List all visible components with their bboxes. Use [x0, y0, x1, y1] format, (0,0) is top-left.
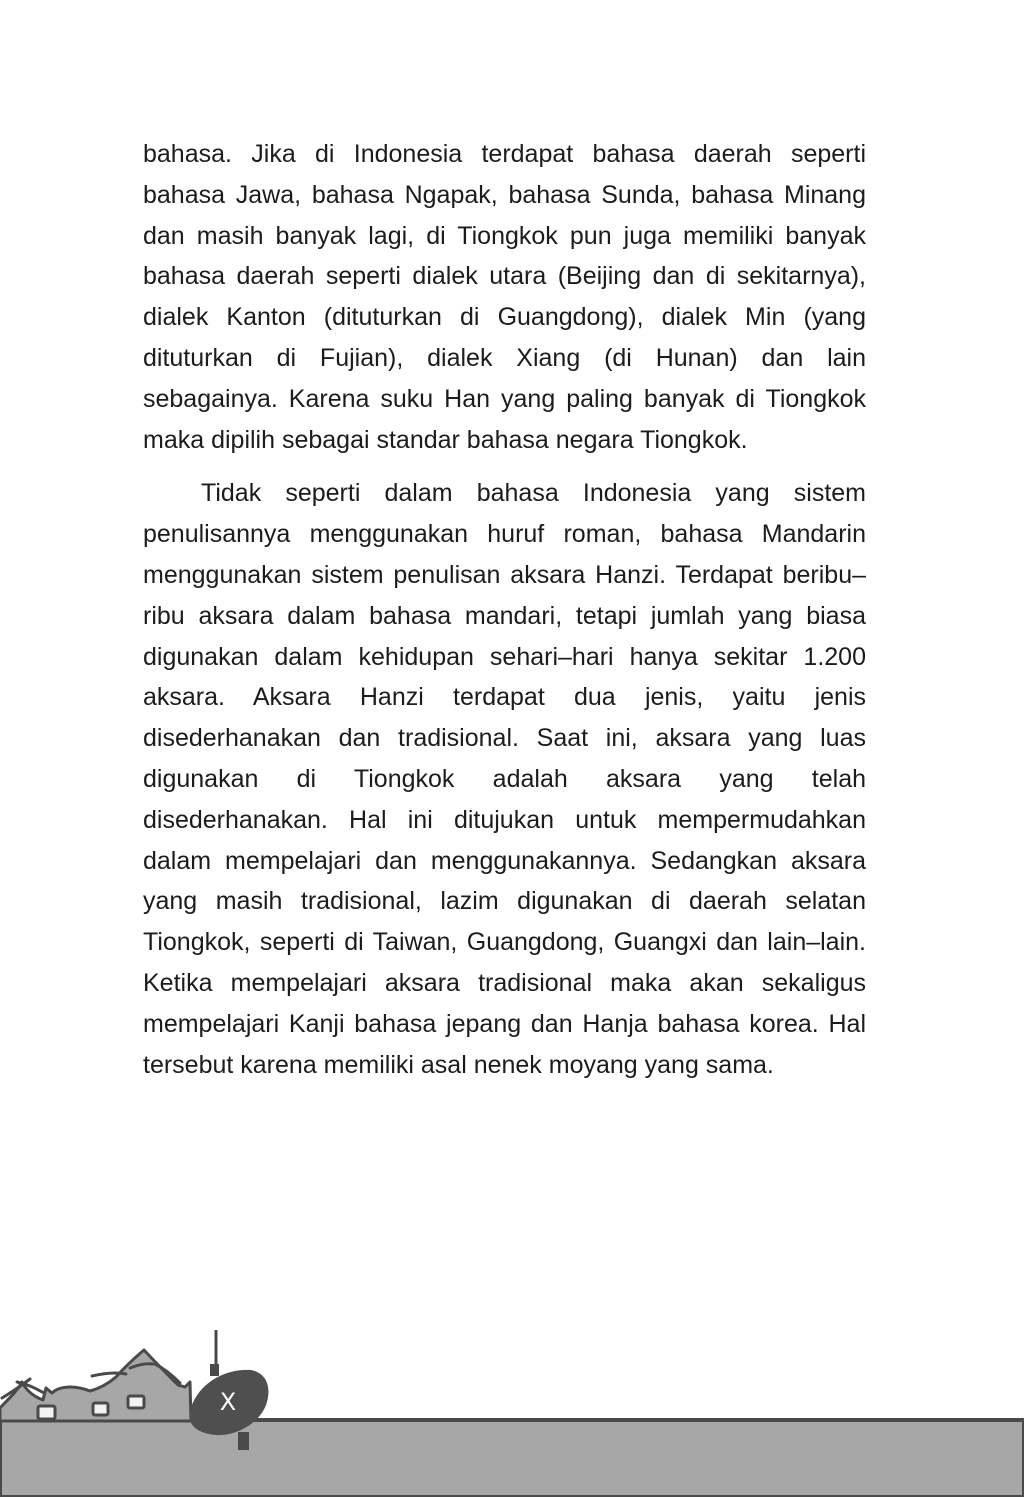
- window-3: [128, 1396, 144, 1408]
- window-2: [93, 1403, 108, 1415]
- pagoda-footer-illustration: [0, 1330, 1024, 1497]
- paragraph-continuation: bahasa. Jika di Indonesia terdapat bahasa daerah seperti bahasa Jawa, bahasa Ngapak, bahasa Sunda, bahasa Minang dan masih banyak lagi, di Tiongkok pun juga memiliki banyak bahasa daerah seperti dialek utara (Beijing dan di sekitarnya), dialek Kanton (dituturkan di Guangdong), dialek Min (yang dituturkan di Fujian), dialek Xiang (di Hunan) dan lain sebagainya. Karena suku Han yang paling banyak di Tiongkok maka dipilih sebagai standar bahasa negara Tiongkok.: [143, 140, 866, 454]
- page-number: X: [219, 1388, 237, 1416]
- window-1: [38, 1406, 55, 1419]
- footer-band: [0, 1420, 1024, 1497]
- page-body: [143, 134, 866, 1085]
- lantern-stem: [238, 1432, 249, 1450]
- lantern-cap: [210, 1364, 219, 1376]
- paragraph-hanzi: Tidak seperti dalam bahasa Indonesia yang sistem penulisannya menggunakan huruf roman, bahasa Mandarin menggunakan sistem penulisan aksara Hanzi. Terdapat beribu–ribu aksara dalam bahasa mandari, tetapi jumlah yang biasa digunakan dalam kehidupan sehari–hari hanya sekitar 1.200 aksara. Aksara Hanzi terdapat dua jenis, yaitu jenis disederhanakan dan tradisional. Saat ini, aksara yang luas digunakan di Tiongkok adalah aksara yang telah disederhanakan. Hal ini ditujukan untuk mempermudahkan dalam mempelajari dan menggunakannya. Sedangkan aksara yang masih tradisional, lazim digunakan di daerah selatan Tiongkok, seperti di Taiwan, Guangdong, Guangxi dan lain–lain. Ketika mempelajari aksara tradisional maka akan sekaligus mempelajari Kanji bahasa jepang dan Hanja bahasa korea. Hal tersebut karena memiliki asal nenek moyang yang sama.: [143, 479, 866, 1079]
